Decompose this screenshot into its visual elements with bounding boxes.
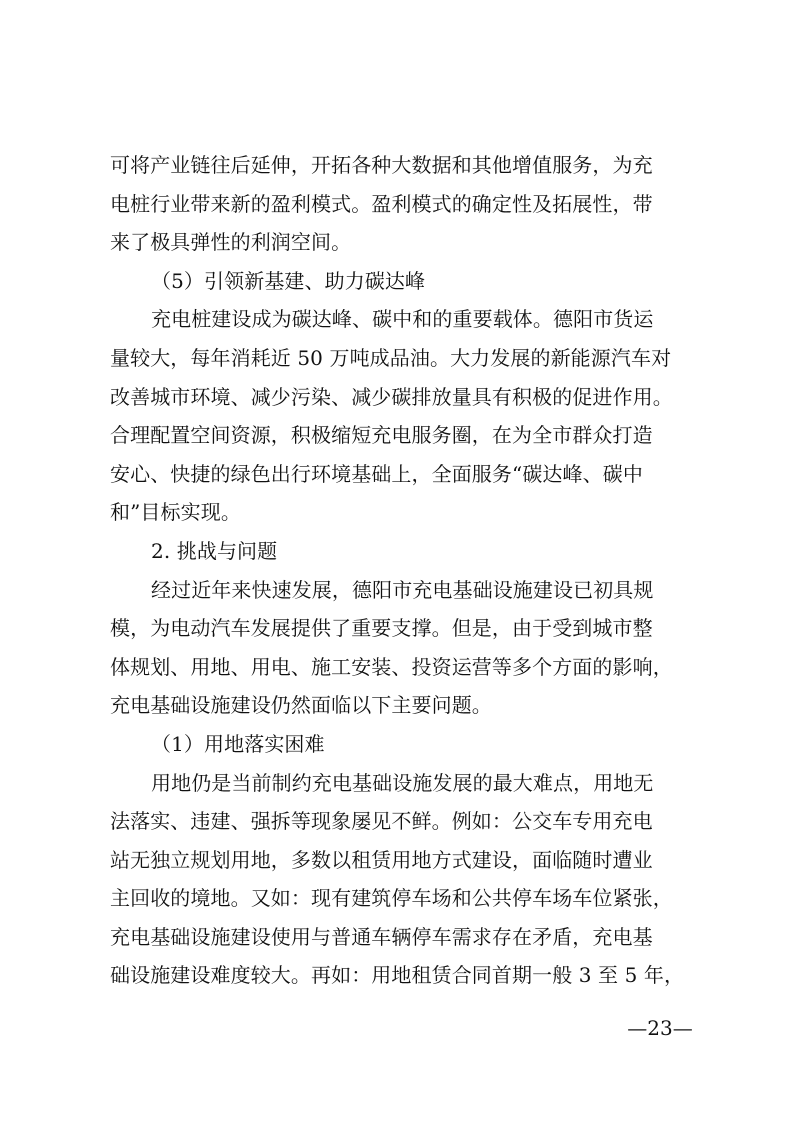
paragraph-line: 安心、快捷的绿色出行环境基础上，全面服务“碳达峰、碳中 (110, 461, 643, 486)
section-heading: （1）用地落实困难 (151, 731, 325, 756)
paragraph-line: 经过近年来快速发展，德阳市充电基础设施建设已初具规 (151, 577, 654, 602)
body-text (110, 146, 690, 995)
paragraph-line: 主回收的境地。又如：现有建筑停车场和公共停车场车位紧张， (110, 886, 673, 911)
paragraph-line: 模，为电动汽车发展提供了重要支撑。但是，由于受到城市整 (110, 616, 653, 641)
paragraph-line: 础设施建设难度较大。再如：用地租赁合同首期一般 3 至 5 年， (110, 963, 685, 988)
paragraph-line: 改善城市环境、减少污染、减少碳排放量具有积极的促进作用。 (110, 384, 673, 409)
section-heading: 2. 挑战与问题 (151, 538, 278, 563)
paragraph-line: 充电基础设施建设仍然面临以下主要问题。 (110, 693, 492, 718)
paragraph-line: 用地仍是当前制约充电基础设施发展的最大难点，用地无 (151, 770, 654, 795)
paragraph-line: 和”目标实现。 (110, 500, 241, 525)
section-heading: （5）引领新基建、助力碳达峰 (151, 268, 426, 293)
paragraph-line: 体规划、用地、用电、施工安装、投资运营等多个方面的影响， (110, 654, 673, 679)
page-number: —23— (627, 1016, 693, 1040)
paragraph-line: 充电基础设施建设使用与普通车辆停车需求存在矛盾，充电基 (110, 924, 653, 949)
paragraph-line: 充电桩建设成为碳达峰、碳中和的重要载体。德阳市货运 (151, 307, 654, 332)
paragraph-line: 站无独立规划用地，多数以租赁用地方式建设，面临随时遭业 (110, 847, 653, 872)
paragraph-line: 量较大，每年消耗近 50 万吨成品油。大力发展的新能源汽车对 (110, 345, 672, 370)
paragraph-line: 电桩行业带来新的盈利模式。盈利模式的确定性及拓展性，带 (110, 191, 653, 216)
paragraph-line: 来了极具弹性的利润空间。 (110, 230, 352, 255)
paragraph-line: 合理配置空间资源，积极缩短充电服务圈，在为全市群众打造 (110, 423, 653, 448)
paragraph-line: 可将产业链往后延伸，开拓各种大数据和其他增值服务，为充 (110, 153, 653, 177)
paragraph-line: 法落实、违建、强拆等现象屡见不鲜。例如：公交车专用充电 (110, 809, 653, 834)
